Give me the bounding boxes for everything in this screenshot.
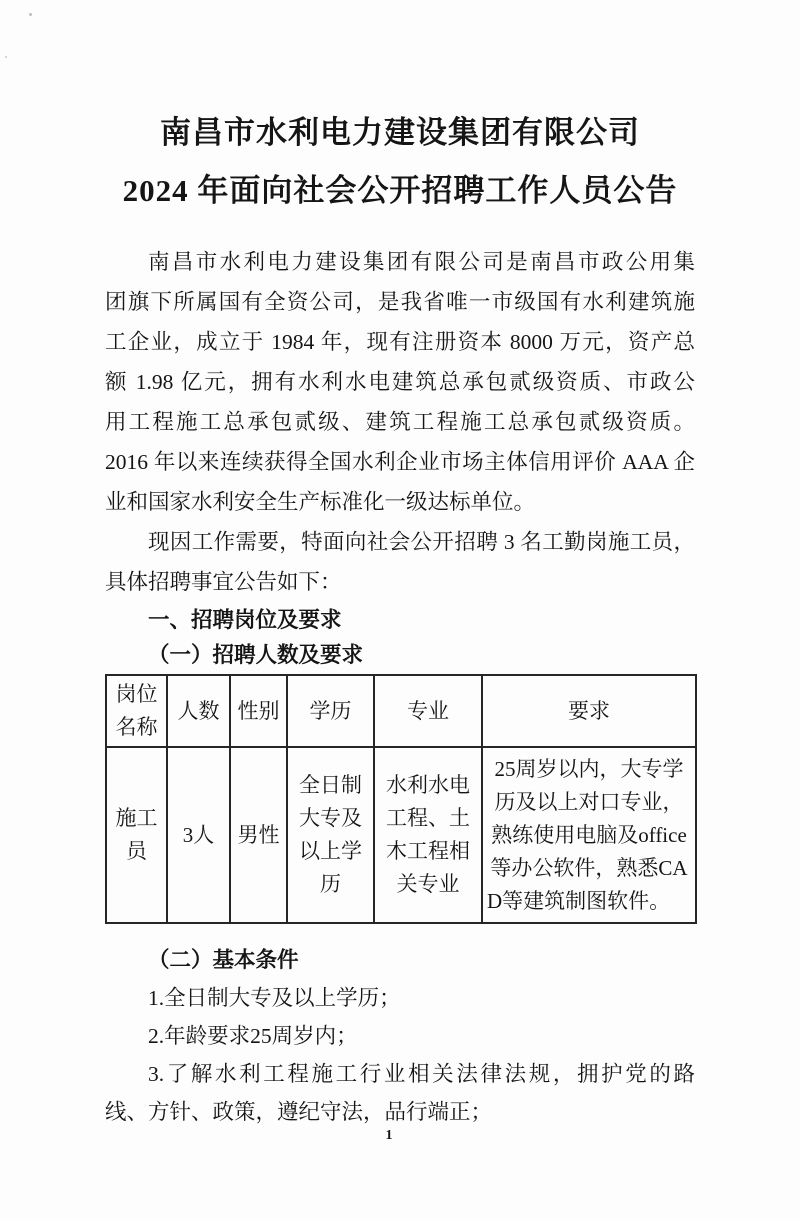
cell-major: 水利水电工程、土木工程相关专业	[374, 747, 482, 923]
paragraph-line: 用工程施工总承包贰级、建筑工程施工总承包贰级资质。	[105, 410, 695, 434]
subsection-heading-headcount: （一）招聘人数及要求	[148, 643, 364, 667]
table-header-major: 专业	[374, 675, 482, 747]
paragraph-line: 工企业，成立于 1984 年，现有注册资本 8000 万元，资产总	[105, 330, 695, 354]
table-row	[106, 747, 696, 923]
table-header-row	[106, 675, 696, 747]
purpose-paragraph	[105, 522, 695, 602]
scan-speck	[5, 56, 7, 58]
page-number: 1	[385, 1128, 393, 1143]
paragraph-line: 现因工作需要，特面向社会公开招聘 3 名工勤岗施工员，	[148, 530, 695, 554]
section-heading-recruit-posts: 一、招聘岗位及要求	[148, 608, 342, 632]
intro-paragraph	[105, 242, 695, 522]
document-title-line2: 2024 年面向社会公开招聘工作人员公告	[122, 173, 678, 208]
scan-speck	[29, 13, 32, 16]
table-header-sex: 性别	[230, 675, 287, 747]
paragraph-line: 具体招聘事宜公告如下：	[105, 570, 342, 594]
table-header-count: 人数	[167, 675, 230, 747]
condition-item-line: 线、方针、政策，遵纪守法，品行端正；	[105, 1100, 493, 1124]
cell-count: 3人	[167, 747, 230, 923]
paragraph-line: 额 1.98 亿元，拥有水利水电建筑总承包贰级资质、市政公	[105, 370, 695, 394]
paragraph-line: 2016 年以来连续获得全国水利企业市场主体信用评价 AAA 企	[105, 450, 695, 474]
condition-item: 2.年龄要求25周岁内；	[148, 1024, 358, 1048]
cell-education: 全日制大专及以上学历	[287, 747, 374, 923]
document-body	[105, 242, 695, 1131]
condition-item: 1.全日制大专及以上学历；	[148, 986, 401, 1010]
table-header-education: 学历	[287, 675, 374, 747]
table-header-requirement: 要求	[482, 675, 696, 747]
paragraph-line: 南昌市水利电力建设集团有限公司是南昌市政公用集	[148, 250, 695, 274]
paragraph-line: 业和国家水利安全生产标准化一级达标单位。	[105, 490, 536, 514]
conditions-list	[105, 979, 695, 1131]
document-title	[0, 0, 800, 220]
table-header-post: 岗位名称	[106, 675, 167, 747]
subsection-heading-basic-conditions: （二）基本条件	[148, 948, 299, 972]
document-title-line1: 南昌市水利电力建设集团有限公司	[160, 115, 640, 150]
cell-requirement: 25周岁以内，大专学历及以上对口专业，熟练使用电脑及office等办公软件，熟悉CAD等建筑制图软件。	[482, 747, 696, 923]
cell-post: 施工员	[106, 747, 167, 923]
condition-item-line: 3.了解水利工程施工行业相关法律法规，拥护党的路	[148, 1062, 695, 1086]
cell-sex: 男性	[230, 747, 287, 923]
paragraph-line: 团旗下所属国有全资公司，是我省唯一市级国有水利建筑施	[105, 290, 695, 314]
recruitment-table	[105, 674, 697, 924]
